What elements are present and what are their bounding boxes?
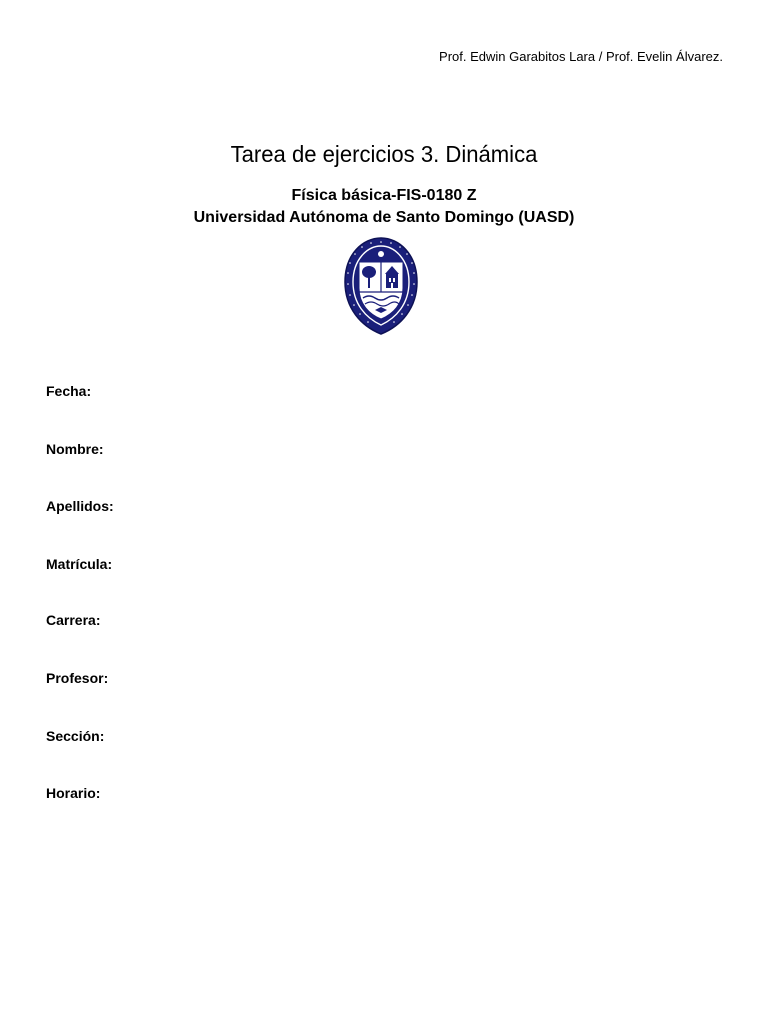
course-subtitle: Física básica-FIS-0180 Z (291, 187, 477, 204)
form-field-profesor: Profesor: (46, 670, 109, 686)
form-field-apellidos: Apellidos: (46, 498, 114, 514)
page-title-text: Tarea de ejercicios 3. Dinámica (230, 141, 538, 167)
university-seal-icon (341, 236, 421, 336)
form-field-seccion: Sección: (46, 728, 105, 744)
form-field-nombre: Nombre: (46, 441, 104, 457)
page-title (15, 140, 752, 168)
header-credit: Prof. Edwin Garabitos Lara / Prof. Evelin Álvarez. (439, 49, 723, 64)
form-field-horario: Horario: (46, 785, 101, 801)
university-subtitle: Universidad Autónoma de Santo Domingo (UASD) (193, 209, 575, 226)
form-field-matricula: Matrícula: (46, 556, 113, 572)
form-field-fecha: Fecha: (46, 383, 92, 399)
form-field-carrera: Carrera: (46, 612, 101, 628)
